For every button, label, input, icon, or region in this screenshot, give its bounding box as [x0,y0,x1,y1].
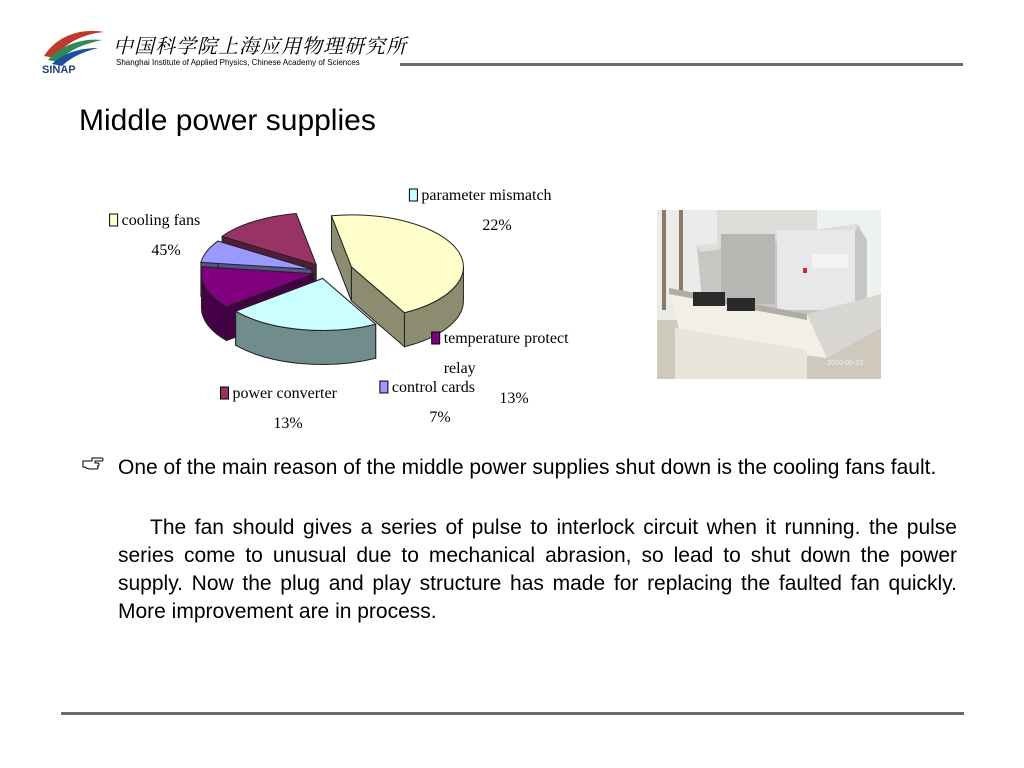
slide-title: Middle power supplies [79,104,376,137]
slice-label-power-converter: power converter [232,385,337,402]
pointing-hand-icon [82,456,104,472]
body-paragraph: The fan should gives a series of pulse to interlock circuit when it running. the pulse series come to unusual due to mechanical abrasion, so lead to shut down the power supply. Now the plug and play structure has made for replacing the faulted fan quickly. More improvement are in process. [118,516,957,623]
power-supply-photo [657,210,881,379]
org-name-chinese: 中国科学院上海应用物理研究所 [113,34,407,58]
legend-key-power-converter [221,387,229,399]
slice-percent-control-cards: 7% [429,409,451,426]
photo-date-stamp: 2010-06-23 [827,360,863,367]
slide-header [0,0,1024,90]
org-name-english: Shanghai Institute of Applied Physics, Chinese Academy of Sciences [116,58,360,67]
slice-label-temperature-protect-relay: temperature protect [443,330,569,347]
power-supply-photo-image [657,210,881,379]
slice-label-parameter-mismatch: parameter mismatch [421,187,552,204]
pie-slices [201,214,464,365]
legend-key-temperature-protect-relay [432,332,440,344]
pie-label-power-converter [221,385,338,432]
slice-percent-temperature-protect-relay: 13% [499,390,529,407]
logo-text: SINAP [42,64,76,74]
pie-label-control-cards [380,379,475,426]
slice-percent-power-converter: 13% [273,415,303,432]
legend-key-cooling-fans [110,214,118,226]
slice-label-control-cards: control cards [391,379,475,396]
header-divider [400,63,963,66]
pie-label-cooling-fans [110,212,201,259]
slice-percent-cooling-fans: 45% [151,242,181,259]
sinap-logo-swoosh-icon [40,26,106,74]
slice-percent-parameter-mismatch: 22% [482,217,512,234]
slice-label-cooling-fans: cooling fans [121,212,201,229]
legend-key-control-cards [380,381,388,393]
pie-label-parameter-mismatch [409,187,551,234]
pie-chart [100,180,600,440]
bullet-text: One of the main reason of the middle power supplies shut down is the cooling fans fault. [118,456,937,479]
footer-divider [61,712,964,715]
slice-label-temperature-protect-relay: relay [443,360,476,377]
legend-key-parameter-mismatch [409,189,417,201]
